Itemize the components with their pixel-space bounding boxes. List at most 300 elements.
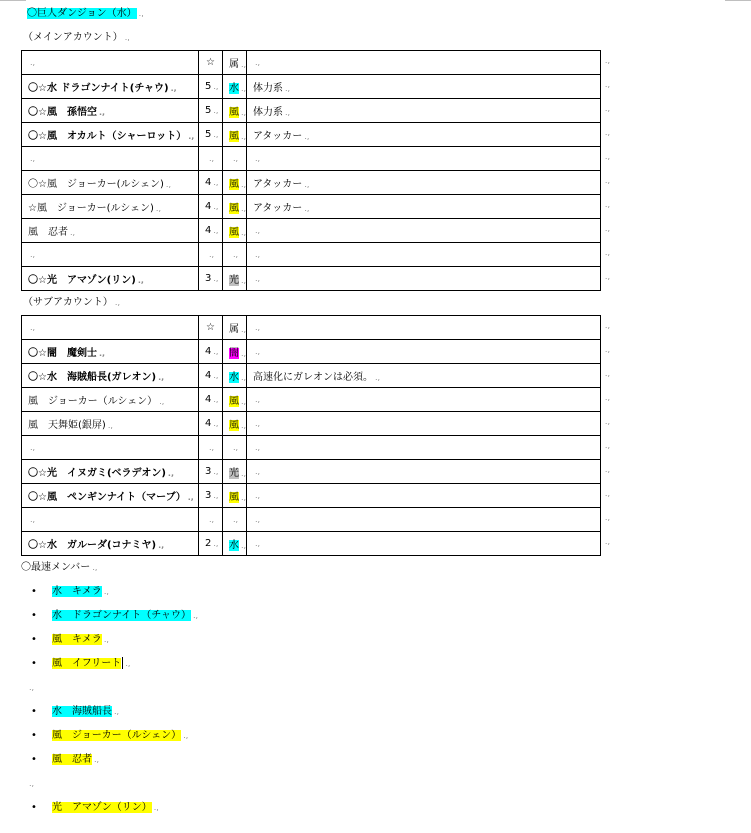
paragraph-mark: ., [159, 397, 165, 406]
paragraph-mark: ., [241, 132, 247, 141]
paragraph-mark: ., [103, 587, 109, 596]
paragraph-mark: ., [170, 84, 177, 93]
role-note: アタッカー [253, 203, 303, 214]
paragraph-mark: ., [255, 250, 261, 259]
list-item [21, 652, 721, 676]
fastest-members-label: 〇最速メンバー [21, 562, 91, 573]
cell-star [199, 171, 223, 195]
cell-name [22, 147, 199, 171]
table-row [22, 388, 601, 412]
row-end-mark: ., [604, 80, 610, 89]
cell-note [247, 460, 610, 484]
paragraph-mark: ., [255, 491, 261, 500]
table-row [22, 219, 601, 243]
cell-star [199, 316, 223, 340]
paragraph-mark: ., [208, 250, 215, 259]
cell-name [22, 123, 199, 147]
paragraph-mark: ., [241, 493, 247, 502]
paragraph-mark: ., [255, 323, 261, 332]
cell-name [22, 388, 199, 412]
row-end-mark: ., [604, 417, 610, 426]
cell-star [199, 364, 223, 388]
cell-note [247, 508, 610, 532]
cell-name [22, 436, 199, 460]
attribute-label: 光 [229, 468, 239, 479]
paragraph-mark: ., [158, 373, 165, 382]
monster-name: 風 忍者 [28, 227, 68, 238]
list-item [21, 748, 721, 772]
star-rating: 3 [205, 490, 212, 501]
paragraph-mark: ., [241, 276, 247, 285]
paragraph-mark: ., [155, 204, 162, 213]
paragraph-mark: ., [70, 228, 76, 237]
page-corner-right [725, 0, 751, 1]
paragraph-mark: ., [103, 635, 109, 644]
star-rating: 2 [205, 538, 212, 549]
star-rating: 4 [205, 394, 212, 405]
paragraph-mark: ., [255, 467, 261, 476]
paragraph-mark: ., [208, 154, 215, 163]
paragraph-mark: ., [255, 154, 261, 163]
paragraph-mark: ., [241, 373, 247, 382]
text-cursor-icon [122, 657, 123, 669]
paragraph-mark: ., [183, 731, 189, 740]
paragraph-mark: ., [30, 443, 36, 452]
star-rating: 5 [205, 105, 212, 116]
star-rating: ☆ [206, 322, 215, 333]
paragraph-mark: ., [241, 60, 247, 69]
table-header-row [22, 51, 601, 75]
paragraph-mark: ., [208, 515, 215, 524]
cell-star [199, 219, 223, 243]
monster-name: 風 天舞姫(銀屏) [28, 420, 106, 431]
paragraph-mark: ., [375, 373, 381, 382]
monster-name: 〇☆風 孫悟空 [28, 107, 97, 118]
fastest-label-line [21, 556, 721, 580]
cell-attribute [223, 51, 247, 75]
paragraph-mark: ., [213, 539, 219, 548]
cell-attribute [223, 340, 247, 364]
paragraph-mark: ., [255, 515, 261, 524]
cell-note [247, 99, 610, 123]
row-end-mark: ., [604, 224, 610, 233]
paragraph-mark: ., [213, 226, 219, 235]
cell-name [22, 243, 199, 267]
star-rating: 5 [205, 129, 212, 140]
paragraph-mark: ., [304, 180, 310, 189]
cell-attribute [223, 195, 247, 219]
monster-name: 〇☆風 ジョーカー(ルシェン) [28, 179, 164, 190]
cell-star [199, 532, 223, 556]
star-rating: 5 [205, 81, 212, 92]
paragraph-mark: ., [213, 371, 219, 380]
cell-star [199, 508, 223, 532]
list-item [21, 724, 721, 748]
blank-line [21, 772, 721, 796]
attribute-label: 水 [229, 372, 239, 383]
member-name: 光 アマゾン（リン） [52, 802, 152, 813]
cell-note [247, 147, 610, 171]
paragraph-mark: ., [241, 84, 247, 93]
list-item [21, 580, 721, 604]
paragraph-mark: ., [304, 132, 310, 141]
attribute-label: 風 [229, 227, 239, 238]
attribute-label: 闇 [229, 348, 239, 359]
member-name: 風 忍者 [52, 754, 92, 765]
star-rating: 4 [205, 418, 212, 429]
paragraph-mark: ., [241, 349, 247, 358]
table-row [22, 484, 601, 508]
cell-note [247, 388, 610, 412]
cell-name [22, 99, 199, 123]
row-end-mark: ., [604, 176, 610, 185]
attribute-label: 風 [229, 396, 239, 407]
monster-name: 〇☆風 ペンギンナイト（マーブ） [28, 492, 186, 503]
paragraph-mark: ., [30, 250, 36, 259]
role-note: 体力系 [253, 107, 283, 118]
list-item [21, 796, 721, 820]
title-line [21, 2, 721, 26]
paragraph-mark: ., [138, 9, 144, 18]
monster-name: 〇☆光 アマゾン(リン) [28, 275, 136, 286]
paragraph-mark: ., [255, 539, 261, 548]
cell-note [247, 51, 610, 75]
monster-name: 風 ジョーカー（ルシェン） [28, 396, 158, 407]
cell-name [22, 171, 199, 195]
table-row [22, 267, 601, 291]
paragraph-mark: ., [255, 443, 261, 452]
paragraph-mark: ., [114, 298, 120, 307]
paragraph-mark: ., [232, 154, 239, 163]
row-end-mark: ., [604, 369, 610, 378]
paragraph-mark: ., [167, 469, 174, 478]
monster-name: 〇☆水 海賊船長(ガレオン) [28, 372, 157, 383]
cell-attribute [223, 243, 247, 267]
cell-name [22, 412, 199, 436]
cell-attribute [223, 532, 247, 556]
cell-star [199, 460, 223, 484]
row-end-mark: ., [604, 200, 610, 209]
cell-attribute [223, 316, 247, 340]
cell-name [22, 340, 199, 364]
attribute-label: 光 [229, 275, 239, 286]
bullet-icon: • [31, 658, 37, 669]
paragraph-mark: ., [213, 106, 219, 115]
monster-name: ☆風 ジョーカー(ルシェン) [28, 203, 154, 214]
cell-name [22, 508, 199, 532]
paragraph-mark: ., [255, 274, 261, 283]
table-header-row [22, 316, 601, 340]
cell-note [247, 436, 610, 460]
sub-section-label: （サブアカウント） [23, 297, 113, 308]
cell-star [199, 99, 223, 123]
cell-attribute [223, 484, 247, 508]
role-note: 高速化にガレオンは必須。 [253, 372, 373, 383]
paragraph-mark: ., [94, 755, 100, 764]
attribute-label: 風 [229, 131, 239, 142]
row-end-mark: ., [604, 321, 610, 330]
attribute-label: 属 [229, 324, 239, 335]
member-name: 風 イフリート [52, 658, 122, 669]
cell-star [199, 243, 223, 267]
row-end-mark: ., [604, 489, 610, 498]
cell-star [199, 147, 223, 171]
paragraph-mark: ., [213, 178, 219, 187]
member-name: 水 ドラゴンナイト（チャウ） [52, 610, 191, 621]
paragraph-mark: ., [285, 84, 291, 93]
cell-attribute [223, 508, 247, 532]
cell-name [22, 267, 199, 291]
paragraph-mark: ., [232, 515, 239, 524]
star-rating: 4 [205, 370, 212, 381]
cell-note [247, 340, 610, 364]
paragraph-mark: ., [255, 395, 261, 404]
monster-name: 〇☆闇 魔剣士 [28, 348, 97, 359]
paragraph-mark: ., [30, 58, 36, 67]
row-end-mark: ., [604, 56, 610, 65]
table-row [22, 243, 601, 267]
paragraph-mark: ., [304, 204, 310, 213]
paragraph-mark: ., [92, 563, 98, 572]
cell-star [199, 51, 223, 75]
role-note: 体力系 [253, 83, 283, 94]
row-end-mark: ., [604, 441, 610, 450]
cell-note [247, 364, 610, 388]
list-item [21, 628, 721, 652]
monster-name: 〇☆光 イヌガミ(ベラデオン) [28, 468, 166, 479]
paragraph-mark: ., [29, 779, 35, 788]
member-name: 風 キメラ [52, 634, 102, 645]
attribute-label: 風 [229, 492, 239, 503]
cell-note [247, 267, 610, 291]
bullet-icon: • [31, 586, 37, 597]
table-row [22, 340, 601, 364]
paragraph-mark: ., [241, 469, 247, 478]
cell-attribute [223, 219, 247, 243]
cell-name [22, 460, 199, 484]
paragraph-mark: ., [241, 397, 247, 406]
paragraph-mark: ., [30, 515, 36, 524]
row-end-mark: ., [604, 513, 610, 522]
row-end-mark: ., [604, 272, 610, 281]
paragraph-mark: ., [114, 707, 120, 716]
attribute-label: 水 [229, 83, 239, 94]
main-account-table [21, 50, 610, 291]
row-end-mark: ., [604, 248, 610, 257]
cell-star [199, 340, 223, 364]
member-name: 水 海賊船長 [52, 706, 112, 717]
table-row [22, 195, 601, 219]
bullet-icon: • [31, 730, 37, 741]
paragraph-mark: ., [188, 132, 195, 141]
row-end-mark: ., [604, 345, 610, 354]
paragraph-mark: ., [213, 202, 219, 211]
attribute-label: 風 [229, 420, 239, 431]
paragraph-mark: ., [213, 467, 219, 476]
paragraph-mark: ., [213, 347, 219, 356]
main-section-label-line [21, 26, 721, 50]
monster-name: 〇☆水 ドラゴンナイト(チャウ) [28, 83, 169, 94]
row-end-mark: ., [604, 465, 610, 474]
cell-name [22, 75, 199, 99]
sub-section-label-line [21, 291, 721, 315]
main-section-label: （メインアカウント） [23, 32, 123, 43]
table-row [22, 99, 601, 123]
table-row [22, 171, 601, 195]
star-rating: 4 [205, 225, 212, 236]
table-row [22, 123, 601, 147]
fastest-members-list [21, 580, 721, 820]
paragraph-mark: ., [241, 108, 247, 117]
role-note: アタッカー [253, 131, 303, 142]
cell-star [199, 388, 223, 412]
bullet-icon: • [31, 610, 37, 621]
paragraph-mark: ., [30, 154, 36, 163]
cell-name [22, 484, 199, 508]
monster-name: 〇☆風 オカルト（シャーロット） [28, 131, 187, 142]
paragraph-mark: ., [30, 323, 36, 332]
paragraph-mark: ., [213, 274, 219, 283]
paragraph-mark: ., [232, 250, 239, 259]
paragraph-mark: ., [213, 419, 219, 428]
cell-name [22, 51, 199, 75]
paragraph-mark: ., [285, 108, 291, 117]
cell-name [22, 195, 199, 219]
paragraph-mark: ., [213, 82, 219, 91]
cell-attribute [223, 412, 247, 436]
cell-name [22, 219, 199, 243]
table-row [22, 75, 601, 99]
document-title: 〇巨人ダンジョン（水） [27, 8, 137, 19]
row-end-mark: ., [604, 537, 610, 546]
member-name: 水 キメラ [52, 586, 102, 597]
table-row [22, 147, 601, 171]
cell-note [247, 532, 610, 556]
star-rating: ☆ [206, 57, 215, 68]
cell-note [247, 316, 610, 340]
paragraph-mark: ., [153, 803, 159, 812]
cell-attribute [223, 364, 247, 388]
cell-note [247, 195, 610, 219]
paragraph-mark: ., [241, 325, 247, 334]
paragraph-mark: ., [98, 108, 106, 117]
cell-star [199, 412, 223, 436]
paragraph-mark: ., [241, 204, 247, 213]
paragraph-mark: ., [137, 276, 144, 285]
paragraph-mark: ., [98, 349, 106, 358]
attribute-label: 水 [229, 540, 239, 551]
paragraph-mark: ., [187, 493, 194, 502]
paragraph-mark: ., [241, 421, 247, 430]
bullet-icon: • [31, 754, 37, 765]
cell-name [22, 364, 199, 388]
paragraph-mark: ., [124, 33, 130, 42]
star-rating: 4 [205, 177, 212, 188]
document-page [21, 0, 721, 820]
paragraph-mark: ., [213, 491, 219, 500]
paragraph-mark: ., [29, 683, 35, 692]
row-end-mark: ., [604, 128, 610, 137]
cell-attribute [223, 123, 247, 147]
cell-star [199, 195, 223, 219]
attribute-label: 風 [229, 107, 239, 118]
list-item [21, 604, 721, 628]
paragraph-mark: ., [213, 130, 219, 139]
member-name: 風 ジョーカー（ルシェン） [52, 730, 182, 741]
paragraph-mark: ., [107, 421, 113, 430]
paragraph-mark: ., [241, 228, 247, 237]
cell-attribute [223, 99, 247, 123]
star-rating: 4 [205, 346, 212, 357]
cell-name [22, 532, 199, 556]
attribute-label: 風 [229, 179, 239, 190]
cell-attribute [223, 171, 247, 195]
row-end-mark: ., [604, 152, 610, 161]
table-row [22, 508, 601, 532]
cell-note [247, 171, 610, 195]
paragraph-mark: ., [255, 226, 261, 235]
cell-attribute [223, 388, 247, 412]
cell-note [247, 123, 610, 147]
bullet-icon: • [31, 706, 37, 717]
table-row [22, 364, 601, 388]
table-row [22, 460, 601, 484]
paragraph-mark: ., [208, 443, 215, 452]
paragraph-mark: ., [241, 541, 247, 550]
cell-attribute [223, 460, 247, 484]
paragraph-mark: ., [125, 659, 131, 668]
cell-attribute [223, 75, 247, 99]
cell-note [247, 243, 610, 267]
sub-account-table [21, 315, 610, 556]
cell-attribute [223, 147, 247, 171]
row-end-mark: ., [604, 393, 610, 402]
paragraph-mark: ., [255, 347, 261, 356]
paragraph-mark: ., [255, 58, 261, 67]
cell-attribute [223, 436, 247, 460]
paragraph-mark: ., [193, 611, 199, 620]
bullet-icon: • [31, 634, 37, 645]
paragraph-mark: ., [255, 419, 261, 428]
cell-attribute [223, 267, 247, 291]
table-row [22, 436, 601, 460]
star-rating: 3 [205, 466, 212, 477]
paragraph-mark: ., [241, 180, 247, 189]
paragraph-mark: ., [213, 395, 219, 404]
bullet-icon: • [31, 802, 37, 813]
cell-note [247, 219, 610, 243]
cell-note [247, 412, 610, 436]
cell-star [199, 267, 223, 291]
attribute-label: 風 [229, 203, 239, 214]
monster-name: 〇☆水 ガルーダ(コナミヤ) [28, 540, 157, 551]
table-row [22, 412, 601, 436]
paragraph-mark: ., [158, 541, 165, 550]
cell-star [199, 75, 223, 99]
star-rating: 3 [205, 273, 212, 284]
cell-note [247, 484, 610, 508]
cell-star [199, 484, 223, 508]
cell-star [199, 436, 223, 460]
attribute-label: 属 [229, 59, 239, 70]
paragraph-mark: ., [232, 443, 239, 452]
blank-line [21, 676, 721, 700]
cell-note [247, 75, 610, 99]
list-item [21, 700, 721, 724]
row-end-mark: ., [604, 104, 610, 113]
role-note: アタッカー [253, 179, 303, 190]
cell-star [199, 123, 223, 147]
